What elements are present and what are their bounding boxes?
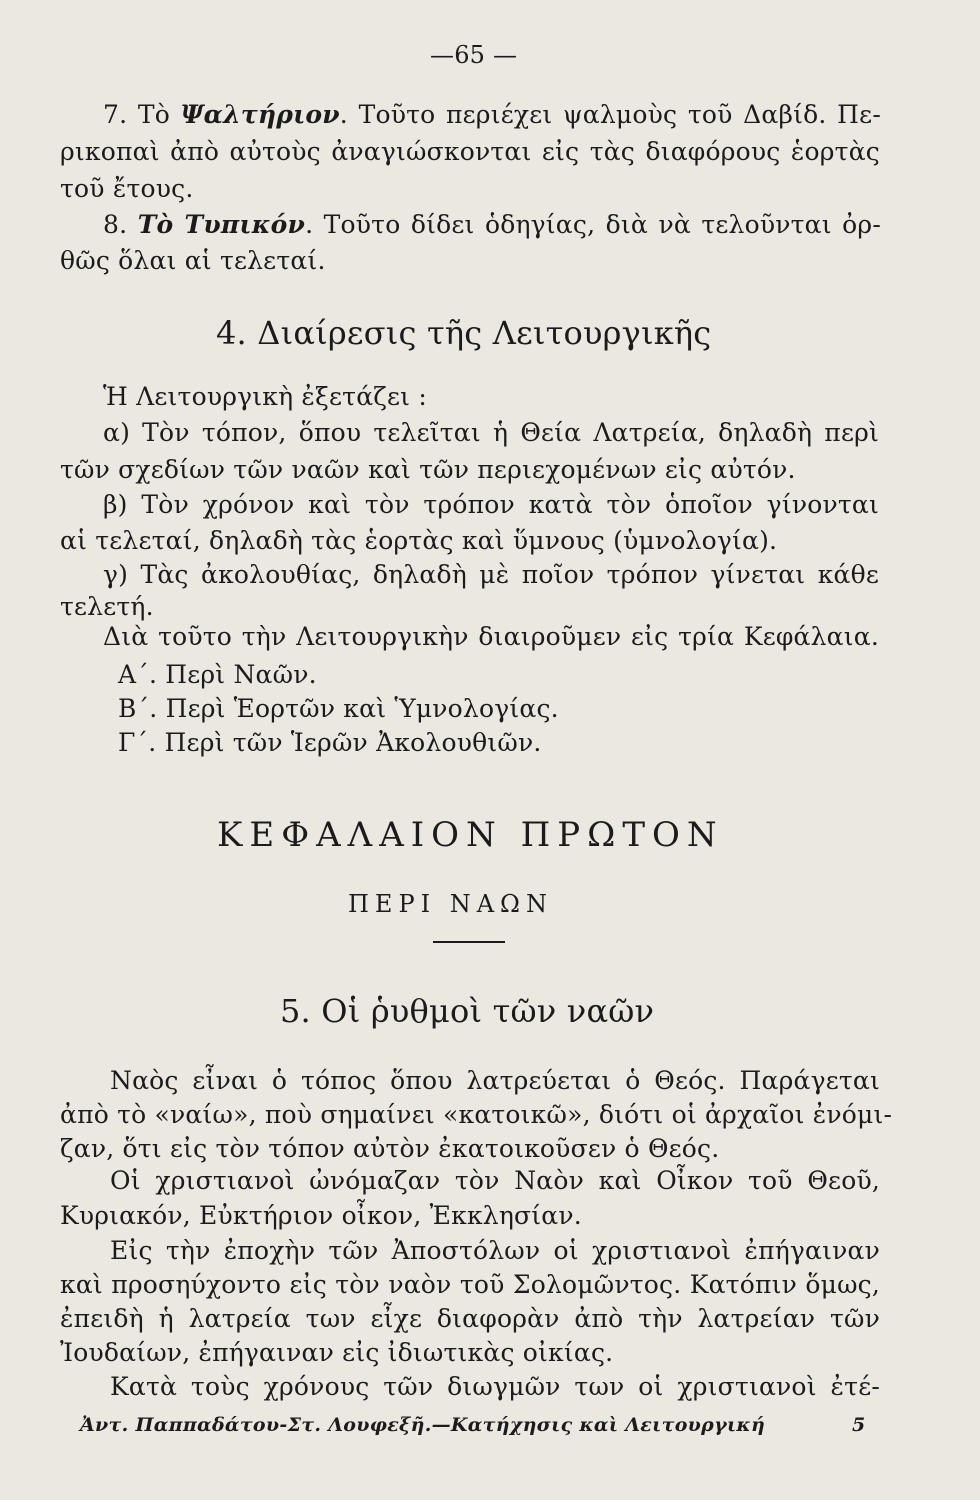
item-7-number: 7. Τὸ bbox=[103, 100, 181, 129]
section-5-line-1: Ναὸς εἶναι ὁ τόπος ὅπου λατρεύεται ὁ Θεός. Παράγεται bbox=[110, 1066, 880, 1095]
section-5-heading: 5. Οἱ ῥυθμοὶ τῶν ναῶν bbox=[280, 992, 655, 1030]
section-5-line-8: ἐπειδὴ ἡ λατρεία των εἶχε διαφορὰν ἀπὸ τὴν λατρείαν τῶν bbox=[60, 1304, 880, 1333]
section-4-b-line-1: β) Τὸν χρόνον καὶ τὸν τρόπον κατὰ τὸν ὁποῖον γίνονται bbox=[103, 490, 879, 519]
section-4-a-line-2: τῶν σχεδίων τῶν ναῶν καὶ τῶν περιεχομένων εἰς αὐτόν. bbox=[60, 455, 796, 484]
section-4-heading: 4. Διαίρεσις τῆς Λειτουργικῆς bbox=[216, 314, 712, 352]
section-5-line-4: Οἱ χριστιανοὶ ὠνόμαζαν τὸν Ναὸν καὶ Οἶκον τοῦ Θεοῦ, bbox=[110, 1166, 880, 1195]
section-4-division: Διὰ τοῦτο τὴν Λειτουργικὴν διαιροῦμεν εἰς τρία Κεφάλαια. bbox=[103, 622, 879, 651]
item-7-line-2: ρικοπαὶ ἀπὸ αὐτοὺς ἀναγιώσκονται εἰς τὰς διαφόρους ἑορτὰς bbox=[60, 137, 880, 166]
chapter-list-item-1: Α΄. Περὶ Ναῶν. bbox=[118, 660, 317, 689]
chapter-list-item-3: Γ΄. Περὶ τῶν Ἱερῶν Ἀκολουθιῶν. bbox=[118, 728, 542, 757]
chapter-title: ΚΕΦΑΛΑΙΟΝ ΠΡΩΤΟΝ bbox=[217, 815, 724, 855]
section-5-line-10: Κατὰ τοὺς χρόνους τῶν διωγμῶν των οἱ χριστιανοὶ ἐτέ- bbox=[110, 1372, 880, 1401]
item-7-text: . Τοῦτο περιέχει ψαλμοὺς τοῦ Δαβίδ. Πε- bbox=[339, 100, 881, 129]
section-4-a-line-1: α) Τὸν τόπον, ὅπου τελεῖται ἡ Θεία Λατρεία, δηλαδὴ περὶ bbox=[103, 418, 879, 447]
footer-text: Ἀντ. Παππαδάτου-Στ. Λουφεξῆ.—Κατήχησις καὶ Λειτουργική bbox=[80, 1414, 766, 1436]
item-8-line-2: θῶς ὅλαι αἱ τελεταί. bbox=[60, 246, 326, 275]
item-8-title: Τὸ Τυπικόν bbox=[137, 210, 306, 239]
chapter-divider bbox=[433, 941, 505, 943]
section-4-c-line-1: γ) Τὰς ἀκολουθίας, δηλαδὴ μὲ ποῖον τρόπον γίνεται κάθε bbox=[103, 560, 879, 589]
section-4-c-line-2: τελετή. bbox=[60, 592, 154, 621]
item-8-text: . Τοῦτο δίδει ὁδηγίας, διὰ νὰ τελοῦνται ὀρ- bbox=[305, 210, 881, 239]
section-4-intro: Ἡ Λειτουργικὴ ἐξετάζει : bbox=[103, 382, 427, 411]
section-5-line-9: Ἰουδαίων, ἐπήγαιναν εἰς ἰδιωτικὰς οἰκίας. bbox=[60, 1338, 614, 1367]
section-5-line-6: Εἰς τὴν ἐποχὴν τῶν Ἀποστόλων οἱ χριστιανοὶ ἐπήγαιναν bbox=[110, 1236, 880, 1265]
section-4-b-line-2: αἱ τελεταί, δηλαδὴ τὰς ἑορτὰς καὶ ὕμνους (ὑμνολογία). bbox=[60, 526, 778, 555]
page-number: —65 — bbox=[430, 41, 518, 69]
item-8-line-1 bbox=[103, 210, 881, 240]
chapter-list-item-2: Β΄. Περὶ Ἑορτῶν καὶ Ὑμνολογίας. bbox=[118, 694, 559, 723]
section-5-line-2: ἀπὸ τὸ «ναίω», ποὺ σημαίνει «κατοικῶ», διότι οἱ ἀρχαῖοι ἐνόμι- bbox=[60, 1100, 893, 1129]
footer-signature: 5 bbox=[852, 1414, 866, 1436]
section-5-line-3: ζαν, ὅτι εἰς τὸν τόπον αὐτὸν ἐκατοικοῦσεν ὁ Θεός. bbox=[60, 1134, 720, 1163]
section-5-line-5: Κυριακόν, Εὐκτήριον οἶκον, Ἐκκλησίαν. bbox=[60, 1201, 582, 1230]
item-7-title: Ψαλτήριον bbox=[180, 100, 340, 129]
item-7-line-3: τοῦ ἔτους. bbox=[60, 174, 194, 203]
chapter-subtitle: ΠΕΡΙ ΝΑΩΝ bbox=[348, 890, 553, 918]
section-5-line-7: καὶ προσηύχοντο εἰς τὸν ναὸν τοῦ Σολομῶντος. Κατόπιν ὅμως, bbox=[60, 1270, 880, 1299]
item-8-number: 8. bbox=[103, 210, 138, 239]
item-7-line-1 bbox=[103, 100, 881, 130]
